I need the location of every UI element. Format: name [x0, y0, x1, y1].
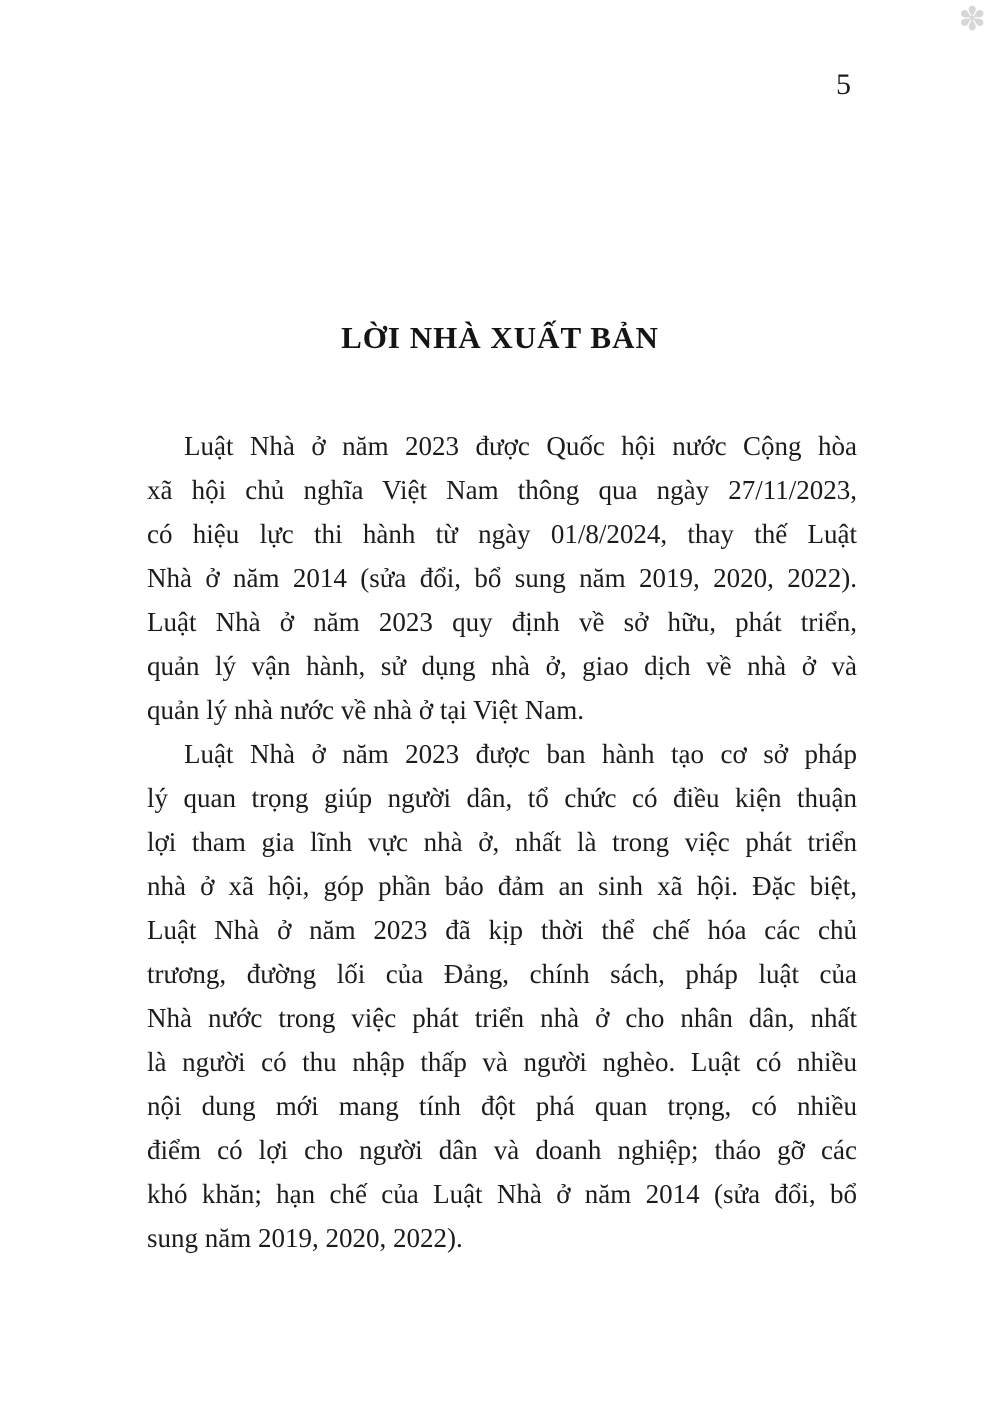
text-line: là người có thu nhập thấp và người nghèo. Luật có nhiều	[147, 1047, 857, 1077]
text-line: Luật Nhà ở năm 2023 được Quốc hội nước Cộng hòa	[184, 431, 857, 461]
flower-asterisk-icon: ✽	[958, 0, 986, 38]
paragraph	[147, 732, 857, 1260]
text-line: quản lý vận hành, sử dụng nhà ở, giao dịch về nhà ở và	[147, 651, 857, 681]
text-line: điểm có lợi cho người dân và doanh nghiệp; tháo gỡ các	[147, 1135, 857, 1165]
text-line: nhà ở xã hội, góp phần bảo đảm an sinh xã hội. Đặc biệt,	[147, 871, 857, 901]
text-line: Nhà ở năm 2014 (sửa đổi, bổ sung năm 2019, 2020, 2022).	[147, 563, 857, 593]
text-line: lợi tham gia lĩnh vực nhà ở, nhất là trong việc phát triển	[147, 827, 857, 857]
text-line: có hiệu lực thi hành từ ngày 01/8/2024, thay thế Luật	[147, 519, 857, 549]
text-line: trương, đường lối của Đảng, chính sách, pháp luật của	[147, 959, 857, 989]
paragraph	[147, 424, 857, 732]
text-line: Luật Nhà ở năm 2023 quy định về sở hữu, phát triển,	[147, 607, 857, 637]
text-line: sung năm 2019, 2020, 2022).	[147, 1223, 463, 1253]
text-line: xã hội chủ nghĩa Việt Nam thông qua ngày 27/11/2023,	[147, 475, 857, 505]
text-line: Luật Nhà ở năm 2023 được ban hành tạo cơ sở pháp	[184, 739, 857, 769]
text-line: quản lý nhà nước về nhà ở tại Việt Nam.	[147, 695, 584, 725]
text-line: Nhà nước trong việc phát triển nhà ở cho nhân dân, nhất	[147, 1003, 857, 1033]
body-text	[147, 424, 857, 1260]
text-line: Luật Nhà ở năm 2023 đã kịp thời thể chế hóa các chủ	[147, 915, 857, 945]
text-line: khó khăn; hạn chế của Luật Nhà ở năm 2014 (sửa đổi, bổ	[147, 1179, 857, 1209]
text-line: nội dung mới mang tính đột phá quan trọng, có nhiều	[147, 1091, 857, 1121]
page-title: LỜI NHÀ XUẤT BẢN	[341, 320, 659, 355]
page-number: 5	[836, 68, 851, 101]
text-line: lý quan trọng giúp người dân, tổ chức có điều kiện thuận	[147, 783, 857, 813]
